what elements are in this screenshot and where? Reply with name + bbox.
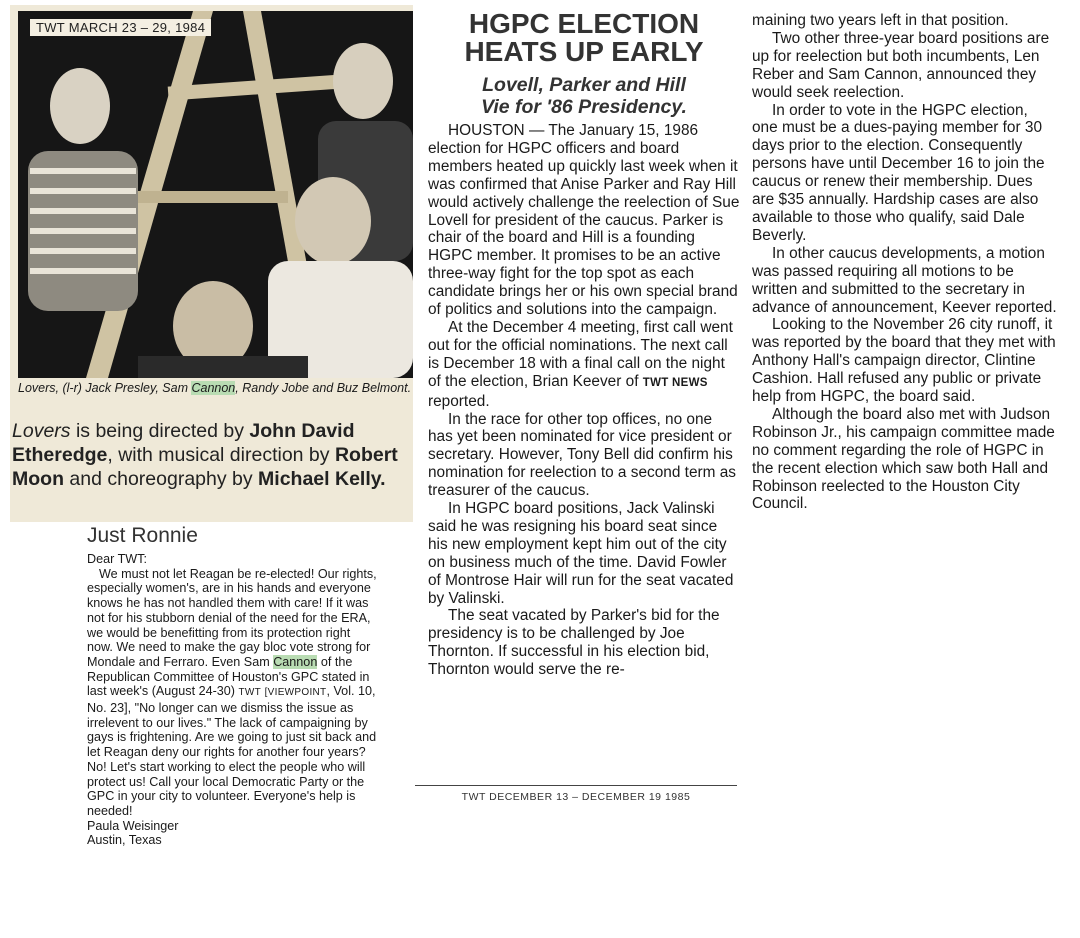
article-paragraph: Two other three-year board positions are up for reelection but both incumbents, Len Reber and Sam Cannon, announced they would seek reelection. <box>752 29 1050 101</box>
article-column-1 <box>428 10 740 679</box>
letter-viewpoint: [VIEWPOINT <box>264 687 327 699</box>
letter-twt: TWT <box>238 687 262 699</box>
article-paragraph: Although the board also met with Judson Robinson Jr., his campaign committee made no comment regarding the role of HGPC in the recent election which saw both Hall and Robinson reelected to the Houston City Council. <box>752 405 1055 513</box>
caption-names: Jack Presley, Sam <box>85 381 188 395</box>
letter-location: Austin, Texas <box>87 833 162 848</box>
article-paragraph: In the race for other top offices, no one has yet been nominated for vice president or secretary. However, Tony Bell did confirm his nomination for reelection to a second term as treasurer of the caucus. <box>428 410 736 500</box>
article-body <box>428 122 740 679</box>
article-paragraph: In HGPC board positions, Jack Valinski said he was resigning his board seat since his new employment kept him out of the city on business much of the time. David Fowler of Montrose Hair will run for the seat vacated by Valinski. <box>428 500 734 607</box>
photo-date-stamp: TWT MARCH 23 – 29, 1984 <box>30 19 211 36</box>
subhead-line-2: Vie for '86 Presidency. <box>481 96 687 118</box>
article-body-continued <box>752 12 1057 513</box>
letter-text: of the Republican Committee of Houston's GPC stated in last week's (August 24-30) <box>87 654 370 699</box>
letter-body <box>75 552 377 848</box>
photo-caption <box>18 381 413 396</box>
letter-salutation: Dear TWT: <box>87 552 147 566</box>
article-paragraph: maining two years left in that position. <box>752 12 1009 29</box>
footer-rule <box>415 785 737 786</box>
caption-names-end: , Randy Jobe and Buz Belmont. <box>235 381 412 395</box>
article-paragraph: In order to vote in the HGPC election, one must be a dues-paying member for 30 days prior to the election. Consequently persons have until December 16 to join the caucus or renew their membership. Dues are $35 annually. Hardship cases are also available to those who qualify, said Dale Beverly. <box>752 101 1045 244</box>
letter-clipping <box>75 523 380 921</box>
article-paragraph: The seat vacated by Parker's bid for the presidency is to be challenged by Joe Thornton. If successful in his election bid, Thornton would serve the re- <box>428 607 720 679</box>
blurb-text: and choreography by <box>69 468 253 490</box>
article-subhead <box>428 74 740 118</box>
photo-illustration <box>18 11 413 378</box>
production-blurb <box>12 419 412 491</box>
caption-order: (l-r) <box>62 381 82 395</box>
article-paragraph: In other caucus developments, a motion was passed requiring all motions to be written and submitted to the secretary in advance of announcement, Keever reported. <box>752 244 1057 316</box>
article-headline-line-1: HGPC ELECTION <box>468 8 700 39</box>
subhead-line-1: Lovell, Parker and Hill <box>482 74 686 96</box>
letter-text: We must not let Reagan be re-elected! Our rights, especially women's, are in his hands and everyone knows he has not handled them with care! If it was not for his stubborn denial of the need for the ERA, we would be benefitting from its protection right now. We need to make the gay bloc vote strong for Mondale and Ferraro. Even Sam <box>87 566 377 669</box>
letter-paragraph <box>87 567 377 819</box>
blurb-text: is being directed by <box>75 420 244 442</box>
cast-photo <box>18 11 413 378</box>
caption-title: Lovers, <box>18 381 59 395</box>
article-paragraph: Looking to the November 26 city runoff, it was reported by the board that they met with Anthony Hall's campaign director, Clintine Cashion. Hall refused any public or private help from HGPC, the board said. <box>752 316 1056 406</box>
issue-footer: TWT DECEMBER 13 – DECEMBER 19 1985 <box>461 791 691 803</box>
letter-text: , Vol. 10, No. 23], "No longer can we dismiss the issue as irrelevent to our lives." The lack of campaigning by gays is frightening. Are we going to just sit back and let Reagan deny our rights for another four years? No! Let's start working to elect the people who will protect us! Call your local Democratic Party or the GPC in your city to volunteer. Everyone's help is needed! <box>87 684 377 818</box>
article-paragraph <box>428 319 740 411</box>
article-headline-line-2: HEATS UP EARLY <box>464 36 704 67</box>
article-paragraph: HOUSTON — The January 15, 1986 election for HGPC officers and board members heated up quickly last week when it was confirmed that Anise Parker and Ray Hill would actively challenge the reelection of Sue Lovell for president of the caucus. Parker is chair of the board and Hill is a founding HGPC member. It promises to be an active three-way fight for the top spot as each candidate brings her or his own special brand of politics and solutions into the campaign. <box>428 122 740 319</box>
blurb-show-title: Lovers <box>12 420 71 442</box>
blurb-music-director: Robert Moon <box>12 444 398 490</box>
letter-highlight: Cannon <box>273 654 318 669</box>
blurb-text: , with musical direction by <box>107 444 330 466</box>
article-text: At the December 4 meeting, first call went out for the official nominations. The next call is December 18 with a final call on the night of the election, Brian Keever of <box>428 318 733 390</box>
blurb-end: . <box>380 468 386 490</box>
caption-highlight: Cannon <box>191 381 236 395</box>
blurb-choreographer: Michael Kelly <box>258 468 381 490</box>
letter-heading: Just Ronnie <box>87 524 198 547</box>
twt-news: TWT NEWS <box>642 376 708 389</box>
blurb-director: John David Etheredge <box>12 420 355 466</box>
letter-signature: Paula Weisinger <box>87 818 179 833</box>
photo-clipping <box>10 5 413 522</box>
article-text: reported. <box>428 392 490 410</box>
article-column-2 <box>752 12 1057 513</box>
